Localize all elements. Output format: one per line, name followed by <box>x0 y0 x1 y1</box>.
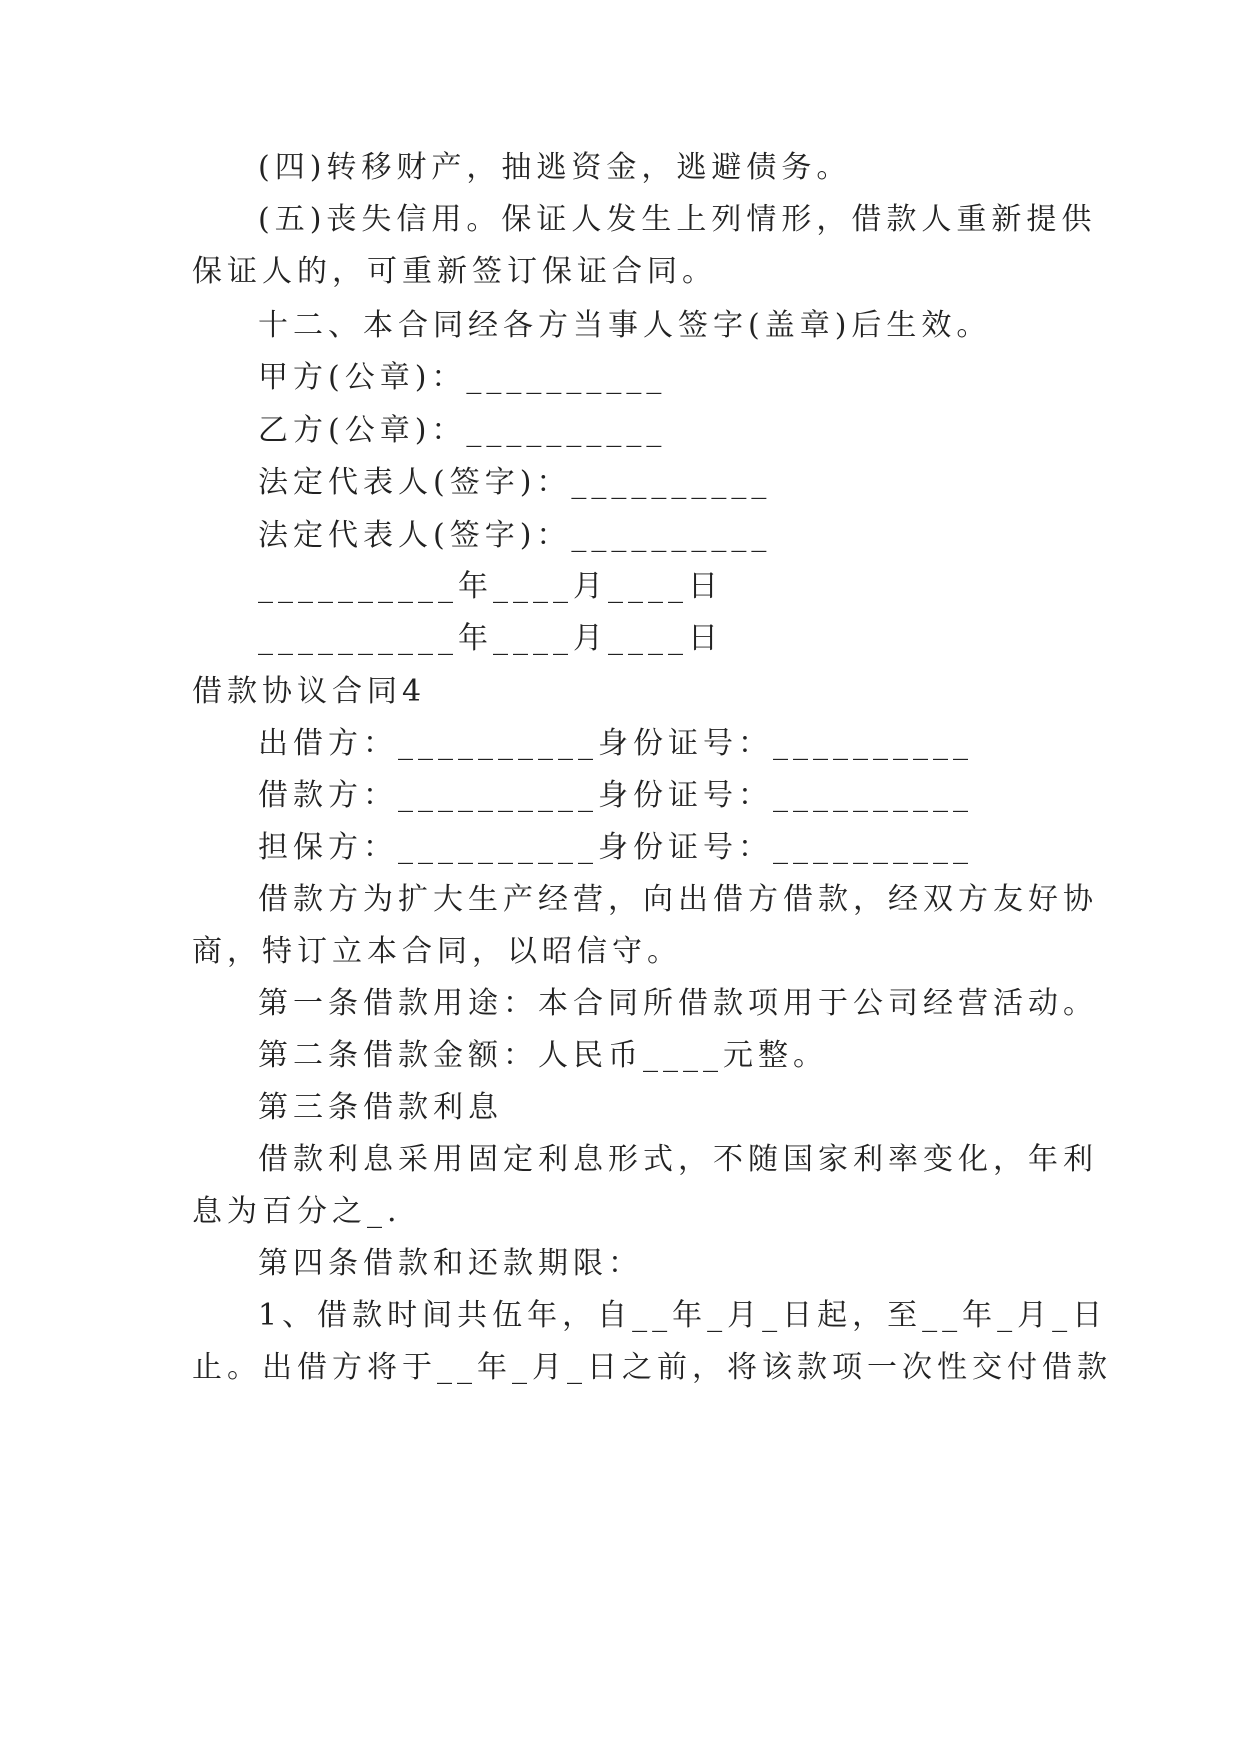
article-2-amount: 第二条借款金额：人民币____元整。 <box>258 1038 828 1073</box>
article-4-title: 第四条借款和还款期限： <box>258 1246 643 1281</box>
clause-5-continuation: 保证人的，可重新签订保证合同。 <box>192 254 717 289</box>
lender-id-line: 出借方：__________身份证号：__________ <box>258 726 973 761</box>
section-title-loan-contract-4: 借款协议合同4 <box>192 674 427 709</box>
clause-5-loss-of-credit: (五)丧失信用。保证人发生上列情形，借款人重新提供 <box>258 202 1097 237</box>
legal-rep-signature-line-2: 法定代表人(签字)：__________ <box>258 518 772 553</box>
party-a-seal-line: 甲方(公章)：__________ <box>258 360 667 395</box>
date-line-1: __________年____月____日 <box>258 569 723 604</box>
preamble-paragraph: 借款方为扩大生产经营，向出借方借款，经双方友好协 <box>258 882 1098 917</box>
clause-4-transfer-assets: (四)转移财产，抽逃资金，逃避债务。 <box>258 150 852 185</box>
clause-12-effective: 十二、本合同经各方当事人签字(盖章)后生效。 <box>258 308 992 343</box>
guarantor-id-line: 担保方：__________身份证号：__________ <box>258 830 973 865</box>
article-4-item-1: 1、借款时间共伍年，自__年_月_日起，至__年_月_日 <box>258 1298 1108 1333</box>
legal-rep-signature-line-1: 法定代表人(签字)：__________ <box>258 465 772 500</box>
article-3-interest-paragraph: 借款利息采用固定利息形式，不随国家利率变化，年利 <box>258 1142 1098 1177</box>
article-4-item-1-continuation: 止。出借方将于__年_月_日之前，将该款项一次性交付借款 <box>192 1350 1112 1385</box>
date-line-2: __________年____月____日 <box>258 621 723 656</box>
preamble-continuation: 商，特订立本合同，以昭信守。 <box>192 934 682 969</box>
article-3-continuation: 息为百分之_. <box>192 1194 402 1229</box>
party-b-seal-line: 乙方(公章)：__________ <box>258 413 667 448</box>
borrower-id-line: 借款方：__________身份证号：__________ <box>258 778 973 813</box>
article-1-purpose: 第一条借款用途：本合同所借款项用于公司经营活动。 <box>258 986 1098 1021</box>
article-3-title: 第三条借款利息 <box>258 1090 503 1125</box>
